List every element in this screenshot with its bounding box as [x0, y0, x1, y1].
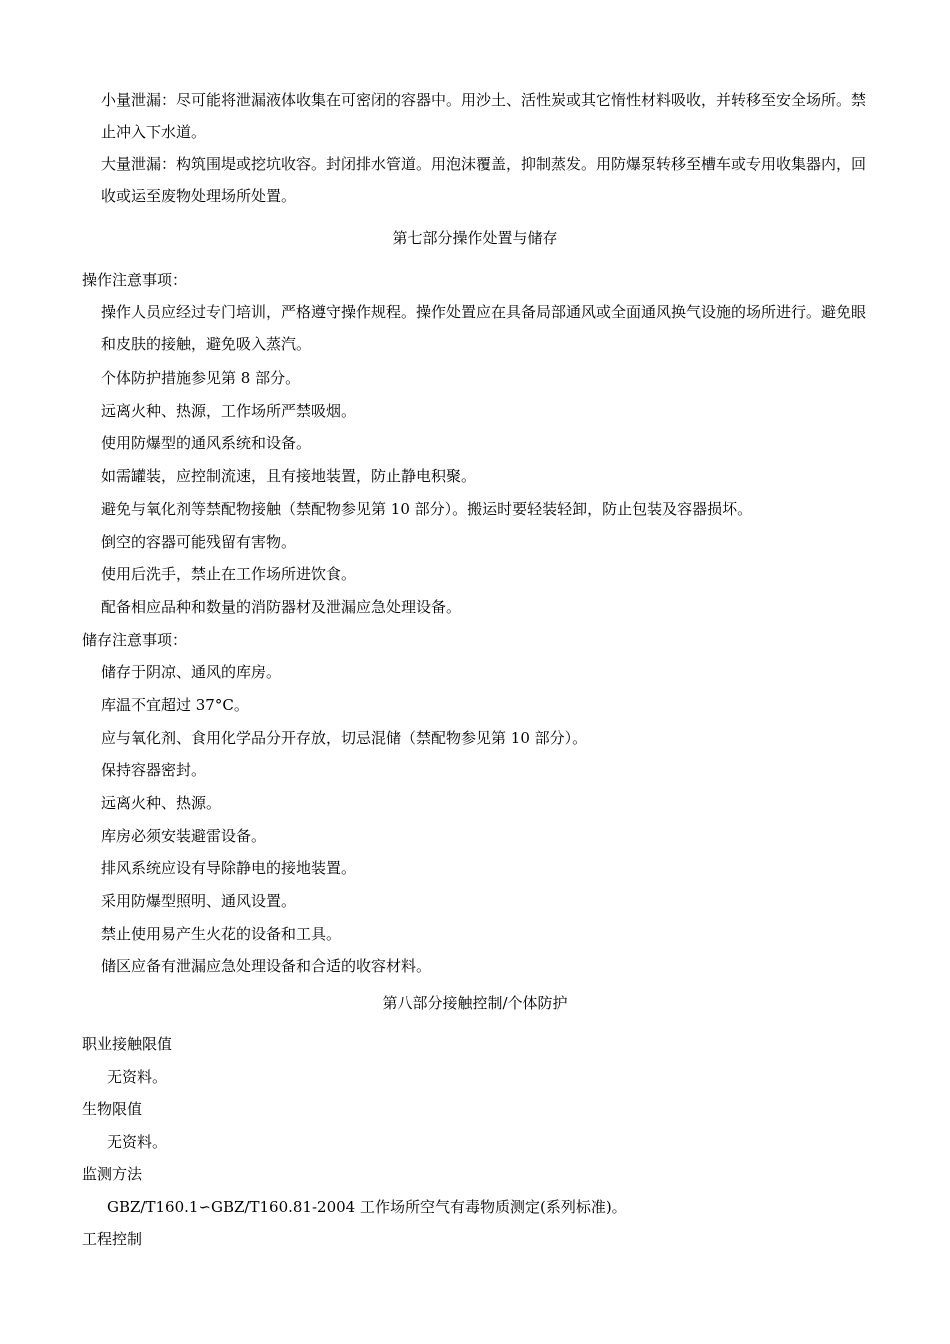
storage-item: 库房必须安装避雷设备。	[101, 827, 267, 845]
storage-item: 远离火种、热源。	[101, 794, 222, 812]
storage-item: 排风系统应设有导除静电的接地装置。	[101, 859, 357, 877]
handling-label: 操作注意事项：	[82, 271, 188, 289]
storage-item: 禁止使用易产生火花的设备和工具。	[101, 925, 342, 943]
bio-label: 生物限值	[82, 1100, 143, 1118]
eng-control-label: 工程控制	[82, 1230, 143, 1248]
section7-title: 第七部分操作处置与储存	[392, 229, 558, 247]
handling-item: 使用后洗手，禁止在工作场所进饮食。	[101, 565, 357, 583]
handling-item: 使用防爆型的通风系统和设备。	[101, 434, 312, 452]
spill-small-paragraph: 小量泄漏：尽可能将泄漏液体收集在可密闭的容器中。用沙土、活性炭或其它惰性材料吸收，并转移至安全场所。禁止冲入下水道。	[101, 91, 867, 141]
storage-item: 采用防爆型照明、通风设置。	[101, 892, 297, 910]
section8-title: 第八部分接触控制/个体防护	[382, 994, 568, 1012]
storage-item: 储区应备有泄漏应急处理设备和合适的收容材料。	[101, 957, 432, 975]
handling-item: 避免与氧化剂等禁配物接触（禁配物参见第 10 部分）。搬运时要轻装轻卸，防止包装及容器损坏。	[101, 500, 753, 518]
handling-item: 倒空的容器可能残留有害物。	[101, 533, 297, 551]
storage-item: 保持容器密封。	[101, 761, 207, 779]
handling-item: 个体防护措施参见第 8 部分。	[101, 369, 301, 387]
handling-item: 如需罐装，应控制流速，且有接地装置，防止静电积聚。	[101, 467, 477, 485]
bio-value: 无资料。	[107, 1133, 168, 1151]
oel-label: 职业接触限值	[82, 1035, 173, 1053]
spill-large-paragraph: 大量泄漏：构筑围堤或挖坑收容。封闭排水管道。用泡沫覆盖，抑制蒸发。用防爆泵转移至槽车或专用收集器内，回收或运至废物处理场所处置。	[101, 155, 867, 205]
handling-item: 操作人员应经过专门培训，严格遵守操作规程。操作处置应在具备局部通风或全面通风换气设施的场所进行。避免眼和皮肤的接触，避免吸入蒸汽。	[101, 303, 867, 353]
monitor-label: 监测方法	[82, 1165, 143, 1183]
handling-item: 配备相应品种和数量的消防器材及泄漏应急处理设备。	[101, 598, 462, 616]
storage-label: 储存注意事项：	[82, 631, 188, 649]
oel-value: 无资料。	[107, 1068, 168, 1086]
storage-item: 应与氧化剂、食用化学品分开存放，切忌混储（禁配物参见第 10 部分）。	[101, 729, 588, 747]
storage-item: 储存于阴凉、通风的库房。	[101, 663, 282, 681]
monitor-value: GBZ/T160.1∽GBZ/T160.81-2004 工作场所空气有毒物质测定(系列标准)。	[107, 1198, 627, 1216]
handling-item: 远离火种、热源，工作场所严禁吸烟。	[101, 402, 357, 420]
storage-item: 库温不宜超过 37°C。	[101, 696, 249, 714]
